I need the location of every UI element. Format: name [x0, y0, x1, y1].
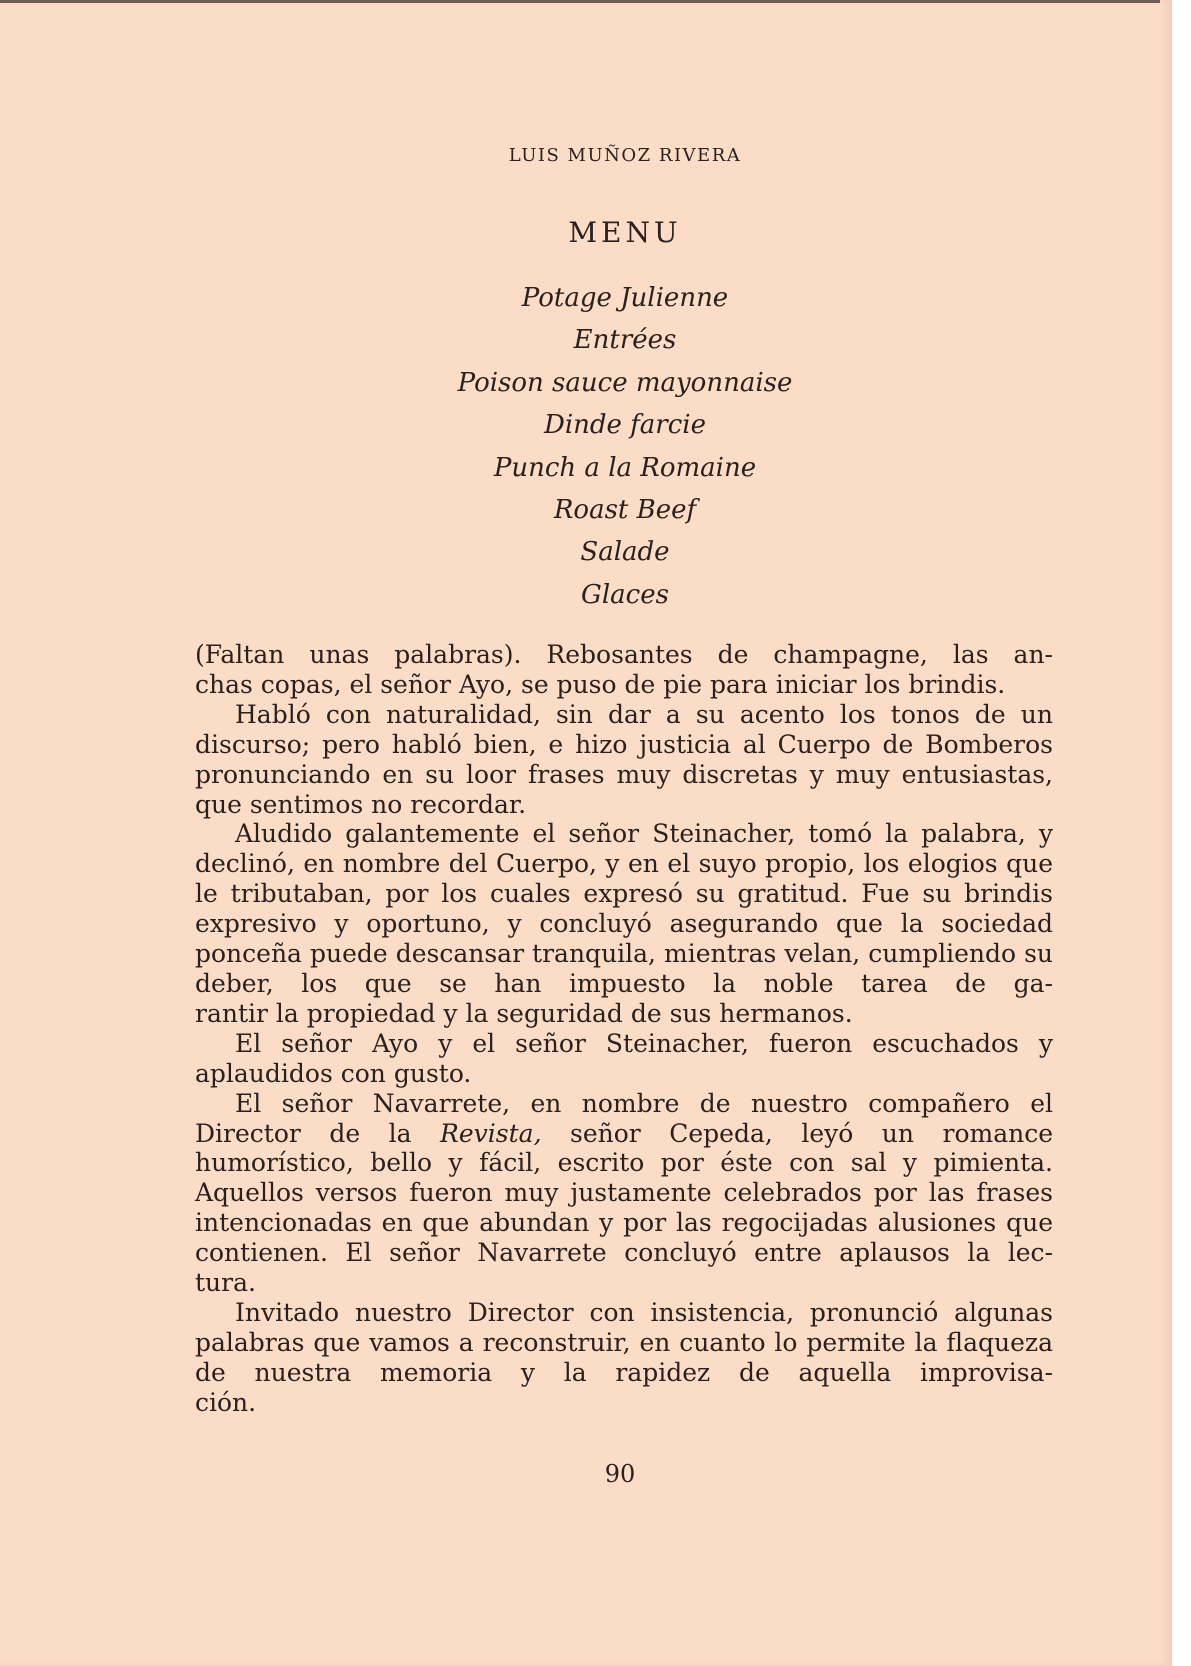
paragraph — [195, 1089, 1053, 1298]
paragraph — [195, 1029, 1053, 1089]
paragraph-body: (Faltan unas palabras). Rebosantes de champagne, las an- — [195, 640, 1053, 669]
menu-item: Potage Julienne — [521, 283, 729, 313]
paragraph-last-line: ción. — [195, 1387, 257, 1417]
menu-item: Poison sauce mayonnaise — [457, 367, 793, 398]
paragraph-last-line: rantir la propiedad y la seguridad de sus hermanos. — [195, 998, 853, 1028]
paragraph-body: Invitado nuestro Director con insistencia, pronunció algunas palabras que vamos a reconstruir, en cuanto lo permite la flaqueza de nuestra memoria y la rapidez de aquella improvisa- — [195, 1297, 1053, 1387]
menu-item: Entrées — [573, 325, 677, 356]
paragraph — [195, 1298, 1053, 1418]
paragraph — [195, 640, 1053, 700]
paragraph-body: Aludido galantemente el señor Steinacher, tomó la palabra, y declinó, en nombre del Cuerpo, y en el suyo propio, los elogios que le tributaban, por los cuales expresó su gratitud. Fue su brindis expresivo y oportuno, y concluyó asegurando que la sociedad ponceña puede descansar tranquila, mientras velan, cumpliendo su deber, los que se han impuesto la noble tarea de ga- — [195, 819, 1053, 998]
page-number: 90 — [604, 1460, 636, 1488]
paragraph — [195, 819, 1053, 1028]
paragraph-body: Habló con naturalidad, sin dar a su acento los tonos de un discurso; pero habló bien, e hizo justicia al Cuerpo de Bomberos pronunciando en su loor frases muy discretas y muy entusiastas, — [195, 699, 1053, 789]
page-top-edge — [0, 0, 1160, 3]
paragraph-body: El señor Navarrete, en nombre de nuestro compañero el Director de la — [195, 1088, 1053, 1148]
menu-item: Punch a la Romaine — [493, 452, 757, 483]
menu-item: Dinde farcie — [543, 410, 707, 441]
paragraph-last-line: tura. — [195, 1268, 256, 1298]
paragraph-last-line: que sentimos no recordar. — [195, 789, 527, 819]
page-margin-right — [1172, 0, 1191, 1666]
running-header: LUIS MUÑOZ RIVERA — [508, 145, 742, 166]
menu-item: Salade — [580, 537, 670, 568]
paragraph-last-line: aplaudidos con gusto. — [195, 1058, 472, 1088]
menu-list — [0, 277, 1191, 616]
paragraph-body: El señor Ayo y el señor Steinacher, fueron escuchados y — [235, 1028, 1053, 1058]
menu-item: Glaces — [581, 579, 669, 610]
italic-title: Revista, — [440, 1118, 542, 1148]
body-text — [195, 640, 1053, 1418]
paragraph-last-line: chas copas, el señor Ayo, se puso de pie para iniciar los brindis. — [195, 669, 1006, 699]
menu-item: Roast Beef — [553, 494, 697, 525]
paragraph — [195, 700, 1053, 820]
paragraph-body-rest: señor Cepeda, leyó un romance humorístico, bello y fácil, escrito por éste con sal y pimienta. Aquellos versos fueron muy justamente celebrados por las frases intencionadas en que abundan y por las regocijadas alusiones que contienen. El señor Navarrete concluyó entre aplausos la lec- — [195, 1118, 1054, 1268]
menu-title: MENU — [568, 216, 682, 249]
